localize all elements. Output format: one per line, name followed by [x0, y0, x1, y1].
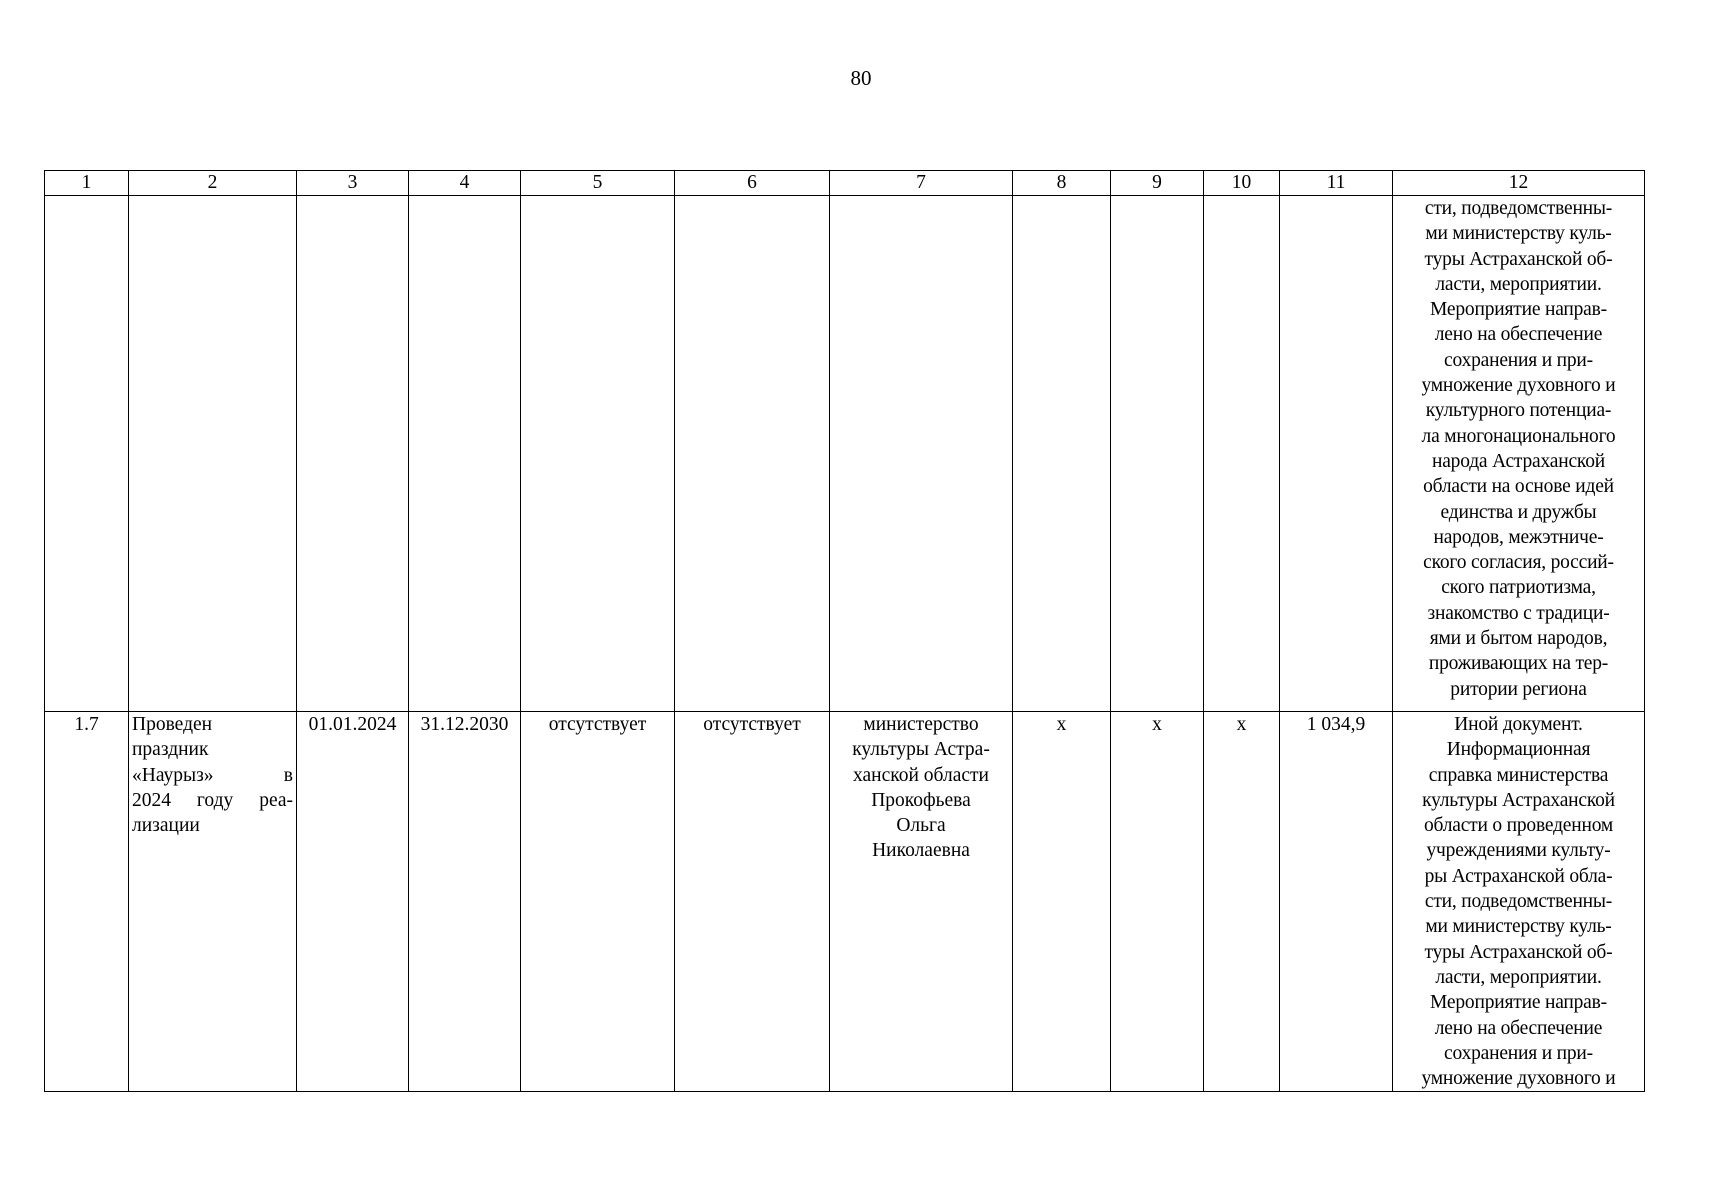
- event-name-line: Проведен: [132, 714, 213, 735]
- header-col-5: 5: [521, 171, 675, 196]
- cont-cell-7: [830, 196, 1013, 712]
- cont-cell-8: [1013, 196, 1111, 712]
- cont-cell-9: [1111, 196, 1204, 712]
- event-name-line: лизации: [132, 815, 200, 837]
- result-document-cell: [1393, 712, 1645, 1092]
- cont-cell-1: [45, 196, 129, 712]
- result-document-line: ры Астраханской обла-: [1424, 865, 1613, 887]
- responsible-line: Ольга: [896, 815, 946, 837]
- cont-description-line: проживающих на тер-: [1428, 653, 1609, 675]
- cont-description-line: ми министерству куль-: [1425, 223, 1612, 245]
- cont-cell-5: [521, 196, 675, 712]
- cont-description-line: туры Астраханской об-: [1424, 248, 1613, 270]
- col10-value: x: [1204, 712, 1280, 1092]
- header-col-10: 10: [1204, 171, 1280, 196]
- result-document-line: ласти, мероприятии.: [1435, 966, 1602, 988]
- cont-description-line: единства и дружбы: [1440, 501, 1597, 523]
- cont-description-cell: [1393, 196, 1645, 712]
- cont-description-line: народов, межэтниче-: [1433, 526, 1604, 548]
- start-date: 01.01.2024: [297, 712, 409, 1092]
- event-name-cell: [129, 712, 297, 1092]
- page-number: 80: [850, 66, 872, 90]
- cont-cell-2: [129, 196, 297, 712]
- result-document-line: лено на обеспечение: [1434, 1017, 1603, 1039]
- result-document-line: справка министерства: [1428, 764, 1609, 786]
- cont-description-line: ями и бытом народов,: [1429, 628, 1608, 650]
- row-number: 1.7: [45, 712, 129, 1092]
- col8-value: x: [1013, 712, 1111, 1092]
- header-col-2: 2: [129, 171, 297, 196]
- cont-cell-11: [1280, 196, 1393, 712]
- header-col-1: 1: [45, 171, 129, 196]
- header-col-9: 9: [1111, 171, 1204, 196]
- header-col-6: 6: [675, 171, 830, 196]
- header-col-8: 8: [1013, 171, 1111, 196]
- table-row-1-7: [45, 712, 1645, 1092]
- cont-description-line: ского патриотизма,: [1441, 577, 1596, 599]
- cont-description-line: Мероприятие направ-: [1430, 299, 1607, 321]
- responsible-line: министерство: [863, 714, 979, 735]
- cont-description-line: культурного потенциа-: [1425, 400, 1612, 422]
- result-document-line: Иной документ.: [1454, 714, 1583, 735]
- cont-cell-3: [297, 196, 409, 712]
- result-document-line: культуры Астраханской: [1422, 789, 1615, 811]
- cont-cell-4: [409, 196, 521, 712]
- responsible-line: Прокофьева: [871, 789, 971, 811]
- result-document-line: ми министерству куль-: [1425, 916, 1612, 938]
- cont-description-line: ла многонационального: [1421, 425, 1616, 447]
- event-name-line: праздник: [132, 739, 209, 761]
- end-date: 31.12.2030: [409, 712, 521, 1092]
- header-col-7: 7: [830, 171, 1013, 196]
- col6-value: отсутствует: [675, 712, 830, 1092]
- cont-description-line: сти, подведомственны-: [1424, 198, 1613, 219]
- result-document-line: умножение духовного и: [1421, 1068, 1616, 1090]
- header-row: [45, 171, 1645, 196]
- responsible-cell: [830, 712, 1013, 1092]
- event-name-line: «Наурыз» в: [132, 764, 293, 786]
- header-col-3: 3: [297, 171, 409, 196]
- cont-description-line: ласти, мероприятии.: [1435, 273, 1602, 295]
- header-col-11: 11: [1280, 171, 1393, 196]
- cont-description-line: сохранения и при-: [1444, 349, 1593, 371]
- cont-description-line: знакомство с традици-: [1427, 602, 1610, 624]
- result-document-line: туры Астраханской об-: [1424, 941, 1613, 963]
- responsible-line: культуры Астра-: [852, 739, 990, 761]
- result-document-line: сохранения и при-: [1444, 1042, 1593, 1064]
- responsible-line: ханской области: [853, 764, 989, 786]
- cont-description-line: ритории региона: [1450, 678, 1587, 700]
- cont-description-line: умножение духовного и: [1421, 375, 1616, 397]
- responsible-line: Николаевна: [872, 840, 970, 862]
- cont-description-line: ского согласия, россий-: [1423, 552, 1614, 574]
- document-table: [44, 170, 1645, 1092]
- cont-description-line: области на основе идей: [1423, 476, 1614, 498]
- col5-value: отсутствует: [521, 712, 675, 1092]
- result-document-line: сти, подведомственны-: [1424, 891, 1613, 913]
- cont-description-line: народа Астраханской: [1431, 450, 1605, 472]
- result-document-line: Мероприятие направ-: [1430, 992, 1607, 1014]
- result-document-line: учреждениями культу-: [1426, 840, 1611, 862]
- continuation-row: [45, 196, 1645, 712]
- cont-cell-10: [1204, 196, 1280, 712]
- result-document-line: Информационная: [1446, 739, 1591, 761]
- cont-cell-6: [675, 196, 830, 712]
- result-document-line: области о проведенном: [1423, 815, 1614, 837]
- amount-value: 1 034,9: [1280, 712, 1393, 1092]
- col9-value: x: [1111, 712, 1204, 1092]
- header-col-12: 12: [1393, 171, 1645, 196]
- header-col-4: 4: [409, 171, 521, 196]
- event-name-line: 2024 году реа-: [132, 789, 293, 811]
- cont-description-line: лено на обеспечение: [1434, 324, 1603, 346]
